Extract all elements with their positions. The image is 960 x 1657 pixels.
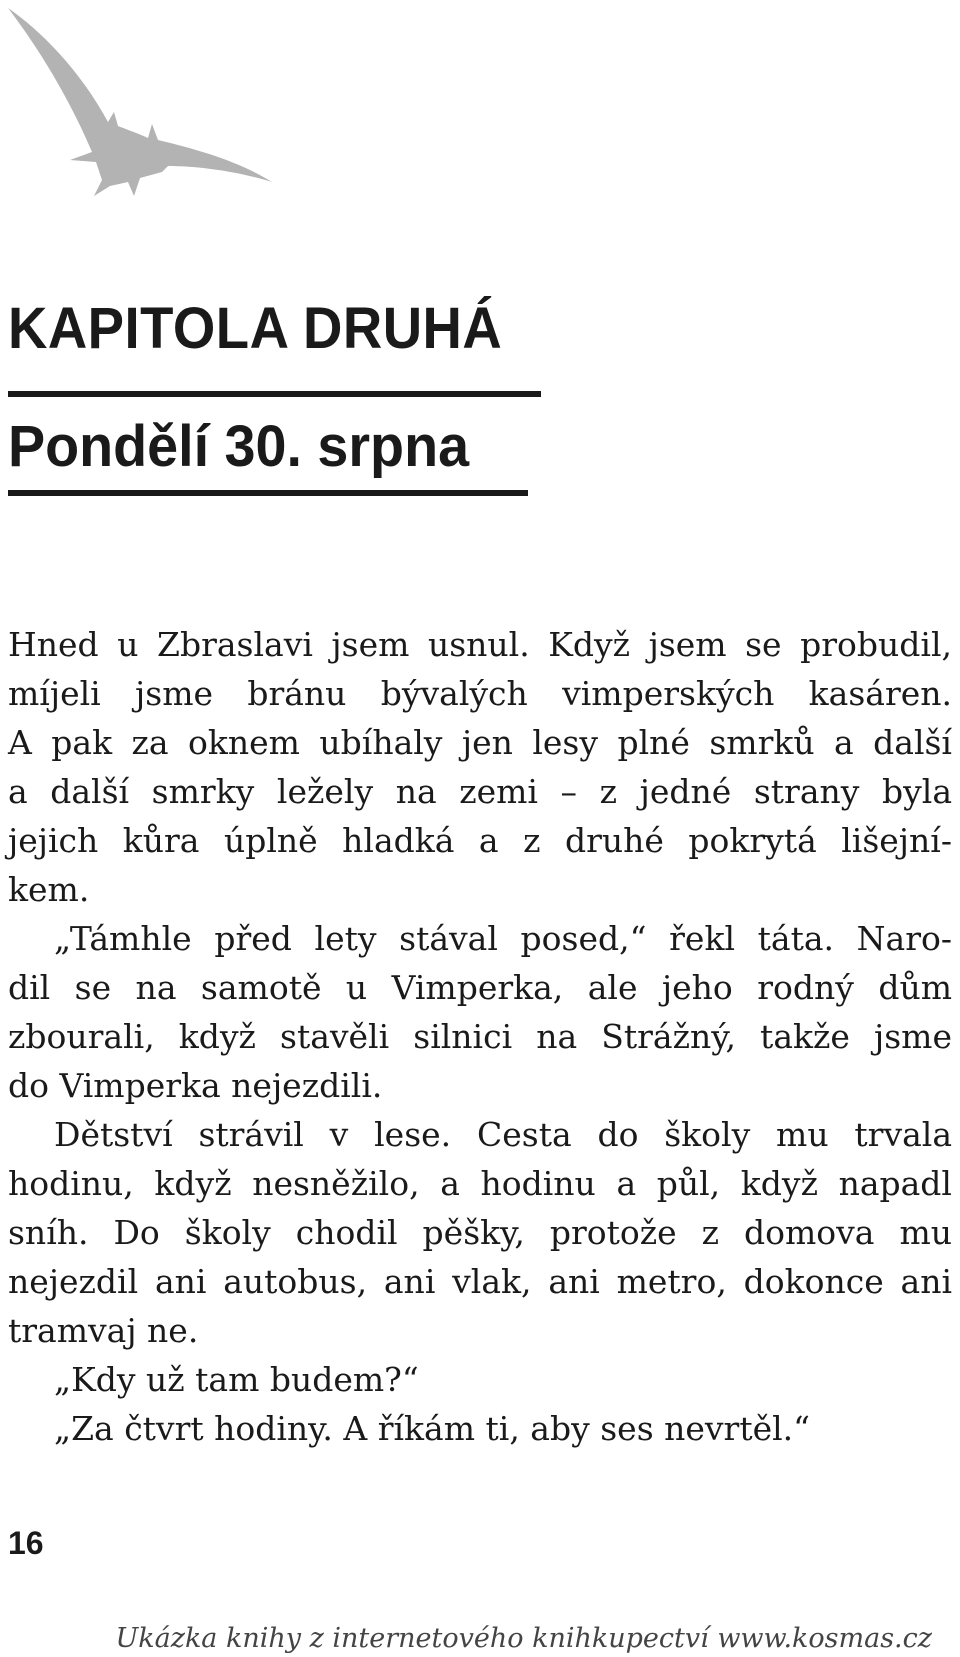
text-line: nejezdil ani autobus, ani vlak, ani metro, dokonce ani bbox=[8, 1262, 952, 1301]
text-line: míjeli jsme bránu bývalých vimperských kasáren. bbox=[8, 674, 952, 713]
text-line: sníh. Do školy chodil pěšky, protože z domova mu bbox=[8, 1213, 952, 1252]
text-line: Hned u Zbraslavi jsem usnul. Když jsem se probudil, bbox=[8, 625, 952, 664]
text-line: tramvaj ne. bbox=[8, 1311, 199, 1350]
text-line: Dětství strávil v lese. Cesta do školy mu trvala bbox=[54, 1115, 952, 1154]
text-line: dil se na samotě u Vimperka, ale jeho rodný dům bbox=[8, 968, 952, 1007]
text-line: A pak za oknem ubíhaly jen lesy plné smrků a další bbox=[8, 723, 952, 762]
chapter-date: Pondělí 30. srpna bbox=[8, 414, 470, 479]
text-line: do Vimperka nejezdili. bbox=[8, 1066, 383, 1105]
text-line: kem. bbox=[8, 870, 90, 909]
body-text bbox=[8, 620, 952, 1453]
text-line: jejich kůra úplně hladká a z druhé pokrytá lišejní- bbox=[8, 821, 952, 860]
text-line: „Za čtvrt hodiny. A říkám ti, aby ses nevrtěl.“ bbox=[54, 1409, 811, 1448]
text-line: „Kdy už tam budem?“ bbox=[54, 1360, 419, 1399]
page-number: 16 bbox=[8, 1525, 44, 1561]
text-line: zbourali, když stavěli silnici na Strážný, takže jsme bbox=[8, 1017, 952, 1056]
chapter-title: KAPITOLA DRUHÁ bbox=[8, 296, 503, 361]
flying-bird-icon bbox=[0, 0, 290, 210]
text-line: hodinu, když nesněžilo, a hodinu a půl, když napadl bbox=[8, 1164, 952, 1203]
chapter-date-rule bbox=[8, 490, 528, 496]
text-line: „Támhle před lety stával posed,“ řekl táta. Naro- bbox=[54, 919, 952, 958]
chapter-title-rule bbox=[8, 391, 541, 397]
footer-note: Ukázka knihy z internetového knihkupectví www.kosmas.cz bbox=[115, 1623, 932, 1654]
text-line: a další smrky ležely na zemi – z jedné strany byla bbox=[8, 772, 952, 811]
